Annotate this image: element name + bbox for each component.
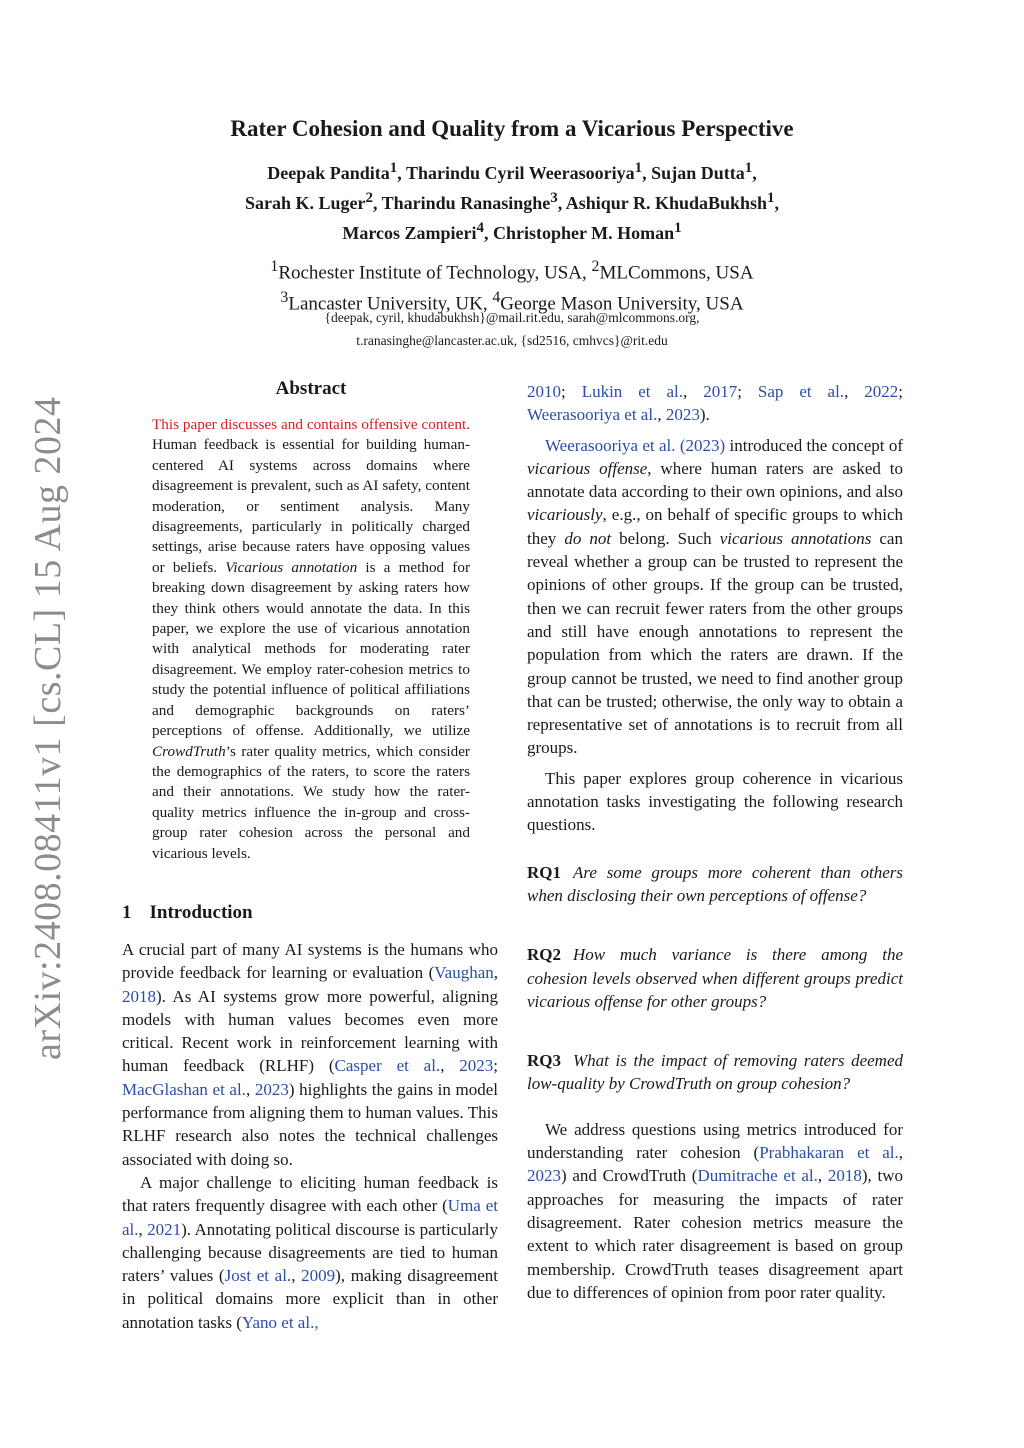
citation-link[interactable]: 2010 [527,382,561,401]
citation-link[interactable]: Casper et al. [334,1056,441,1076]
citation-link[interactable]: Weerasooriya et al. (2023) [545,435,726,455]
paragraph: We address questions using metrics introduced for understanding rater cohesion (Prabhakaran et al., 2023) and CrowdTruth (Dumitrache et al., 2018), two approaches for measuring the impacts of rater disagreement. Rater cohesion metrics measure the extent to which rater disagreement is based on group membership. CrowdTruth teases disagreement apart due to differences of opinion from poor rater quality. [527,1119,903,1302]
email-line: t.ranasinghe@lancaster.ac.uk, {sd2516, cmhvcs}@rit.edu [356,333,668,348]
affiliations: $^1$Rochester Institute of Technology, USA, $^2$MLCommons, USA $^3$Lancaster University, UK, $^4$George Mason University, USA [270,258,754,315]
author: Christopher M. Homan [492,223,675,243]
citation-link[interactable]: 2018 [122,986,156,1006]
citation-link[interactable]: 2018 [827,1166,862,1186]
citation-link[interactable]: 2022 [864,382,899,401]
abstract-body: This paper discusses and contains offensive content. Human feedback is essential for building human-centered AI systems across domains where disagreement is prevalent, such as AI safety, content moderation, or sentiment analysis. Many disagreements, particularly in politically charged settings, arise because raters have opposing values or beliefs. Vicarious annotation is a method for breaking down disagreement by asking raters how they think others would annotate the data. In this paper, we explore the use of vicarious annotation with analytical methods for moderating rater disagreement. We employ rater-cohesion metrics to study the potential influence of political affiliations and demographic backgrounds on raters’ perceptions of offense. Additionally, we utilize CrowdTruth’s rater quality metrics, which consider the demographics of the raters, to score the raters and their annotations. We study how the rater-quality metrics influence the in-group and cross-group rater cohesion across the personal and vicarious levels. [152,416,471,862]
citation-link[interactable]: Dumitrache et al. [697,1166,818,1186]
arxiv-stamp: arXiv:2408.08411v1 [cs.CL] 15 Aug 2024 [27,396,69,1060]
paragraph: Weerasooriya et al. (2023) introduced the concept of vicarious offense, where human raters are asked to annotate data according to their own opinions, and also vicariously, e.g., on behalf of specific groups to which they do not belong. Such vicarious annotations can reveal whether a group can be trusted to represent the opinions of other groups. If the group can be trusted, then we can recruit fewer raters from the other groups and still have enough annotations to represent the population from which the raters are drawn. If the group cannot be trusted, we need to find another group that can be trusted; otherwise, the only way to obtain a representative set of annotations is to recruit from all groups. [527,435,904,758]
citation-link[interactable]: Sap et al. [757,382,845,401]
research-question-3: RQ3 What is the impact of removing raters deemed low-quality by CrowdTruth on group cohesion? [527,1051,903,1094]
email-line: {deepak, cyril, khudabukhsh}@mail.rit.edu, sarah@mlcommons.org, [324,310,700,325]
paragraph: 2010; Lukin et al., 2017; Sap et al., 2022; Weerasooriya et al., 2023). [527,382,903,425]
content-warning: This paper discusses and contains offensive content. [152,416,470,433]
citation-link[interactable]: Uma et al. [122,1196,498,1239]
citation-link[interactable]: 2023 [459,1056,494,1076]
citation-link[interactable]: 2017 [703,382,738,401]
citation-link[interactable]: 2009 [301,1266,336,1286]
author-list: Deepak Pandita$^1$, Tharindu Cyril Weerasooriya$^1$, Sujan Dutta$^1$, Sarah K. Luger$^2$, Tharindu Ranasinghe$^3$, Ashiqur R. KhudaBukhsh$^1$, Marcos Zampieri$^4$, Christopher M. Homan$^1$ [244,160,780,243]
citation-link[interactable]: Jost et al. [224,1266,292,1286]
citation-link[interactable]: Yano et al., [241,1312,319,1332]
author: Tharindu Cyril Weerasooriya [405,163,635,183]
abstract-heading: Abstract [275,378,347,399]
citation-link[interactable]: Weerasooriya et al. [527,405,658,425]
author: Sujan Dutta [651,163,745,183]
right-column-body [527,380,903,1304]
section-heading-introduction: 1 Introduction [122,902,253,923]
citation-link[interactable]: 2023 [665,405,700,425]
author: Deepak Pandita [267,163,390,183]
citation-link[interactable]: MacGlashan et al. [122,1079,246,1099]
research-question-2: RQ2 How much variance is there among the cohesion levels observed when different groups predict vicarious offense for other groups? [527,945,903,1011]
citation-link[interactable]: Lukin et al. [581,382,683,401]
paragraph: A crucial part of many AI systems is the humans who provide feedback for learning or evaluation (Vaughan, 2018). As AI systems grow more powerful, aligning models with human values becomes even more critical. Recent work in reinforcement learning with human feedback (RLHF) (Casper et al., 2023; MacGlashan et al., 2023) highlights the gains in model performance from aligning them to human values. This RLHF research also notes the technical challenges associated with doing so. [122,940,498,1169]
paragraph: This paper explores group coherence in vicarious annotation tasks investigating the following research questions. [527,768,903,835]
left-column-body [122,938,498,1334]
paper-title: Rater Cohesion and Quality from a Vicarious Perspective [230,116,794,141]
citation-link[interactable]: 2023 [527,1166,561,1186]
citation-link[interactable]: Prabhakaran et al. [759,1143,899,1163]
paragraph: A major challenge to eliciting human feedback is that raters frequently disagree with each other (Uma et al., 2021). Annotating political discourse is particularly challenging because disagreements are tied to human raters’ values (Jost et al., 2009), making disagreement in political domains more explicit than in other annotation tasks (Yano et al., [122,1172,499,1332]
author: Sarah K. Luger [244,193,366,213]
citation-link[interactable]: Vaughan [434,963,494,983]
author: Ashiqur R. KhudaBukhsh [565,193,768,213]
author: Tharindu Ranasinghe [381,193,551,213]
author-emails [150,306,874,352]
author: Marcos Zampieri [342,223,477,243]
citation-link[interactable]: 2021 [147,1219,182,1239]
research-question-1: RQ1 Are some groups more coherent than others when disclosing their own perceptions of offense? [527,862,903,905]
citation-link[interactable]: 2023 [254,1079,289,1099]
